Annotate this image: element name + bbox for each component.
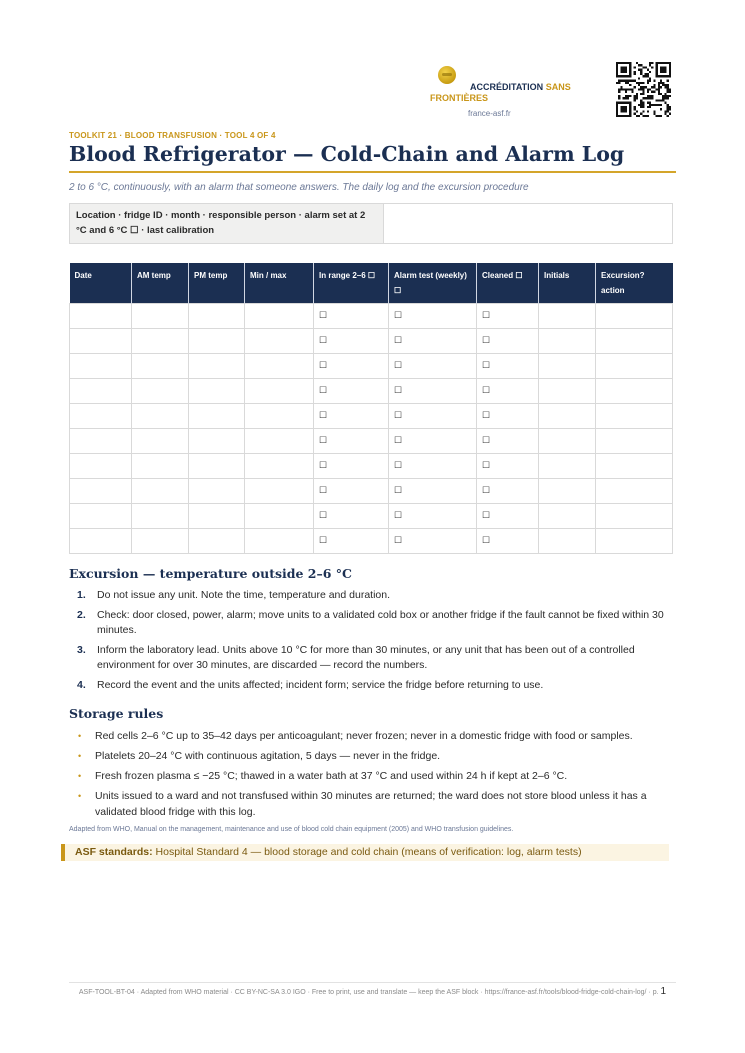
step-number: 4. <box>77 678 86 691</box>
step-text: Check: door closed, power, alarm; move units to a validated cold box or another fridge if the fault cannot be fixed within 30 minutes. <box>97 608 664 636</box>
column-header: Alarm test (weekly) ☐ <box>389 263 477 303</box>
checkbox-icon[interactable]: ☐ <box>482 410 491 420</box>
title-divider <box>69 171 676 173</box>
bullet-icon: • <box>78 751 82 761</box>
table-row <box>70 378 673 403</box>
footer-text: ASF-TOOL-BT-04 · Adapted from WHO material · CC BY-NC-SA 3.0 IGO · Free to print, use and translate — keep the ASF block · https://france-asf.fr/tools/blood-fridge-cold-chain-log/ · p. <box>78 989 659 996</box>
table-cell[interactable] <box>314 328 389 353</box>
table-cell[interactable] <box>245 528 314 553</box>
list-item <box>78 729 678 745</box>
checkbox-icon[interactable]: ☐ <box>482 460 491 470</box>
checkbox-icon[interactable]: ☐ <box>394 410 403 420</box>
table-cell[interactable] <box>389 303 477 328</box>
standards-label: ASF standards: <box>75 846 153 858</box>
table-cell[interactable] <box>477 478 539 503</box>
table-cell[interactable] <box>477 528 539 553</box>
checkbox-icon[interactable]: ☐ <box>394 535 403 545</box>
table-cell[interactable] <box>477 503 539 528</box>
list-item <box>78 769 678 785</box>
checkbox-icon[interactable]: ☐ <box>482 435 491 445</box>
column-header: In range 2–6 ☐ <box>314 263 389 303</box>
table-cell[interactable] <box>389 428 477 453</box>
table-header-row <box>70 263 673 303</box>
step-text: Do not issue any unit. Note the time, temperature and duration. <box>97 589 391 601</box>
table-cell[interactable] <box>477 328 539 353</box>
table-cell[interactable] <box>70 378 132 403</box>
column-header: Cleaned ☐ <box>477 263 539 303</box>
list-item <box>77 608 677 639</box>
table-cell[interactable] <box>132 428 189 453</box>
table-cell[interactable] <box>596 428 673 453</box>
storage-heading: Storage rules <box>69 706 164 721</box>
list-item <box>78 749 678 765</box>
column-header: Initials <box>539 263 596 303</box>
list-item <box>78 789 678 820</box>
table-cell[interactable] <box>245 378 314 403</box>
checkbox-icon[interactable]: ☐ <box>319 485 328 495</box>
table-cell[interactable] <box>596 453 673 478</box>
footer-divider <box>69 982 676 983</box>
checkbox-icon[interactable]: ☐ <box>319 435 328 445</box>
table-row <box>70 303 673 328</box>
checkbox-icon[interactable]: ☐ <box>482 535 491 545</box>
table-cell[interactable] <box>596 328 673 353</box>
table-cell[interactable] <box>477 378 539 403</box>
page-title: Blood Refrigerator — Cold-Chain and Alarm Log <box>69 142 625 166</box>
bullet-icon: • <box>78 731 82 741</box>
table-cell[interactable] <box>477 403 539 428</box>
table-cell[interactable] <box>189 528 245 553</box>
table-cell[interactable] <box>70 528 132 553</box>
table-cell[interactable] <box>389 328 477 353</box>
table-row <box>70 528 673 553</box>
list-item <box>77 678 677 694</box>
toolkit-kicker: TOOLKIT 21 · BLOOD TRANSFUSION · TOOL 4 OF 4 <box>69 131 276 140</box>
source-note: Adapted from WHO, Manual on the management, maintenance and use of blood cold chain equipment (2005) and WHO transfusion guidelines. <box>69 826 514 833</box>
checkbox-icon[interactable]: ☐ <box>394 435 403 445</box>
checkbox-icon[interactable]: ☐ <box>482 335 491 345</box>
checkbox-icon[interactable]: ☐ <box>319 410 328 420</box>
table-cell[interactable] <box>389 378 477 403</box>
table-cell[interactable] <box>132 528 189 553</box>
table-cell[interactable] <box>389 478 477 503</box>
table-cell[interactable] <box>539 503 596 528</box>
page-number: 1 <box>660 986 667 997</box>
table-row <box>70 503 673 528</box>
table-row <box>70 403 673 428</box>
table-cell[interactable] <box>314 528 389 553</box>
table-cell[interactable] <box>477 428 539 453</box>
checkbox-icon[interactable]: ☐ <box>394 385 403 395</box>
table-cell[interactable] <box>539 428 596 453</box>
table-row <box>70 453 673 478</box>
table-cell[interactable] <box>70 303 132 328</box>
list-item <box>77 588 677 604</box>
table-cell[interactable] <box>189 428 245 453</box>
checkbox-icon[interactable]: ☐ <box>394 310 403 320</box>
table-cell[interactable] <box>245 303 314 328</box>
footer <box>69 986 676 999</box>
qr-code-icon <box>616 62 671 117</box>
checkbox-icon[interactable]: ☐ <box>482 485 491 495</box>
checkbox-icon[interactable]: ☐ <box>319 335 328 345</box>
brand-name-part2: SANS FRONTIÈRES <box>430 82 571 103</box>
checkbox-icon[interactable]: ☐ <box>319 535 328 545</box>
excursion-heading: Excursion — temperature outside 2–6 °C <box>69 566 352 581</box>
table-cell[interactable] <box>389 353 477 378</box>
table-cell[interactable] <box>132 328 189 353</box>
checkbox-icon[interactable]: ☐ <box>482 310 491 320</box>
fridge-info-label: Location · fridge ID · month · responsible person · alarm set at 2 °C and 6 °C ☐ · last calibration <box>70 204 383 243</box>
table-row <box>70 428 673 453</box>
table-cell[interactable] <box>132 303 189 328</box>
excursion-steps <box>77 588 677 697</box>
table-cell[interactable] <box>314 503 389 528</box>
table-cell[interactable] <box>539 328 596 353</box>
cold-chain-log-table <box>69 263 673 554</box>
checkbox-icon[interactable]: ☐ <box>319 310 328 320</box>
checkbox-icon[interactable]: ☐ <box>394 485 403 495</box>
table-cell[interactable] <box>314 353 389 378</box>
rule-text: Fresh frozen plasma ≤ −25 °C; thawed in a water bath at 37 °C and used within 24 h if kept at 2–6 °C. <box>95 770 568 782</box>
fridge-info-field[interactable] <box>383 204 672 243</box>
step-number: 2. <box>77 608 86 621</box>
brand-name <box>430 82 590 104</box>
table-cell[interactable] <box>477 303 539 328</box>
table-cell[interactable] <box>314 453 389 478</box>
checkbox-icon[interactable]: ☐ <box>394 460 403 470</box>
table-row <box>70 328 673 353</box>
step-text: Record the event and the units affected; incident form; service the fridge before returning to use. <box>97 678 544 691</box>
table-cell[interactable] <box>539 378 596 403</box>
table-cell[interactable] <box>245 428 314 453</box>
table-cell[interactable] <box>539 353 596 378</box>
table-cell[interactable] <box>245 503 314 528</box>
table-cell[interactable] <box>132 378 189 403</box>
table-cell[interactable] <box>70 503 132 528</box>
table-cell[interactable] <box>596 503 673 528</box>
checkbox-icon[interactable]: ☐ <box>319 460 328 470</box>
table-cell[interactable] <box>389 503 477 528</box>
step-number: 3. <box>77 643 86 656</box>
table-cell[interactable] <box>539 303 596 328</box>
table-cell[interactable] <box>132 453 189 478</box>
checkbox-icon[interactable]: ☐ <box>482 385 491 395</box>
rule-text: Red cells 2–6 °C up to 35–42 days per anticoagulant; never frozen; never in a domestic fridge with food or samples. <box>95 730 633 742</box>
table-cell[interactable] <box>245 328 314 353</box>
table-cell[interactable] <box>189 303 245 328</box>
table-cell[interactable] <box>70 403 132 428</box>
table-cell[interactable] <box>314 378 389 403</box>
table-cell[interactable] <box>314 303 389 328</box>
table-cell[interactable] <box>389 453 477 478</box>
checkbox-icon[interactable]: ☐ <box>319 385 328 395</box>
table-cell[interactable] <box>539 453 596 478</box>
rule-text: Units issued to a ward and not transfused within 30 minutes are returned; the ward does not store blood unless it has a validated blood fridge with this log. <box>95 790 647 818</box>
rule-text: Platelets 20–24 °C with continuous agitation, 5 days — never in the fridge. <box>95 750 441 762</box>
table-cell[interactable] <box>132 403 189 428</box>
column-header: Date <box>70 263 132 303</box>
checkbox-icon[interactable]: ☐ <box>394 510 403 520</box>
column-header: Min / max <box>245 263 314 303</box>
table-cell[interactable] <box>539 528 596 553</box>
table-cell[interactable] <box>477 453 539 478</box>
step-text: Inform the laboratory lead. Units above 10 °C for more than 30 minutes, or any unit that has been out of a controlled environment for over 30 minutes, are discarded — record the numbers. <box>97 643 635 671</box>
step-number: 1. <box>77 589 86 601</box>
table-cell[interactable] <box>596 528 673 553</box>
table-cell[interactable] <box>70 478 132 503</box>
table-cell[interactable] <box>132 353 189 378</box>
bullet-icon: • <box>78 771 82 781</box>
table-cell[interactable] <box>189 453 245 478</box>
table-cell[interactable] <box>245 403 314 428</box>
checkbox-icon[interactable]: ☐ <box>482 360 491 370</box>
table-cell[interactable] <box>596 303 673 328</box>
table-cell[interactable] <box>189 378 245 403</box>
table-row <box>70 478 673 503</box>
table-cell[interactable] <box>314 403 389 428</box>
brand-url[interactable]: france-asf.fr <box>468 109 511 118</box>
table-cell[interactable] <box>596 353 673 378</box>
table-cell[interactable] <box>245 353 314 378</box>
table-cell[interactable] <box>539 403 596 428</box>
table-cell[interactable] <box>70 453 132 478</box>
table-cell[interactable] <box>70 428 132 453</box>
storage-rules-list <box>78 729 678 825</box>
table-cell[interactable] <box>70 328 132 353</box>
brand-name-part1: ACCRÉDITATION <box>470 82 544 92</box>
table-cell[interactable] <box>314 478 389 503</box>
table-cell[interactable] <box>539 478 596 503</box>
checkbox-icon[interactable]: ☐ <box>394 335 403 345</box>
table-cell[interactable] <box>389 403 477 428</box>
table-cell[interactable] <box>596 378 673 403</box>
table-cell[interactable] <box>189 503 245 528</box>
fridge-info-box <box>69 203 673 244</box>
table-cell[interactable] <box>132 503 189 528</box>
standards-text: Hospital Standard 4 — blood storage and cold chain (means of verification: log, alarm tests) <box>155 846 582 858</box>
table-cell[interactable] <box>245 453 314 478</box>
table-cell[interactable] <box>189 478 245 503</box>
table-cell[interactable] <box>70 353 132 378</box>
asf-standards-callout <box>61 844 669 861</box>
checkbox-icon[interactable]: ☐ <box>482 510 491 520</box>
table-cell[interactable] <box>389 528 477 553</box>
checkbox-icon[interactable]: ☐ <box>319 510 328 520</box>
list-item <box>77 643 677 674</box>
table-cell[interactable] <box>245 478 314 503</box>
table-cell[interactable] <box>189 328 245 353</box>
table-cell[interactable] <box>189 353 245 378</box>
column-header: AM temp <box>132 263 189 303</box>
table-row <box>70 353 673 378</box>
column-header: PM temp <box>189 263 245 303</box>
table-cell[interactable] <box>314 428 389 453</box>
table-cell[interactable] <box>596 478 673 503</box>
page-subtitle: 2 to 6 °C, continuously, with an alarm that someone answers. The daily log and the excursion procedure <box>69 182 529 193</box>
table-cell[interactable] <box>132 478 189 503</box>
table-cell[interactable] <box>477 353 539 378</box>
bullet-icon: • <box>78 791 82 801</box>
table-cell[interactable] <box>189 403 245 428</box>
checkbox-icon[interactable]: ☐ <box>394 360 403 370</box>
column-header: Excursion? action <box>596 263 673 303</box>
checkbox-icon[interactable]: ☐ <box>319 360 328 370</box>
table-cell[interactable] <box>596 403 673 428</box>
